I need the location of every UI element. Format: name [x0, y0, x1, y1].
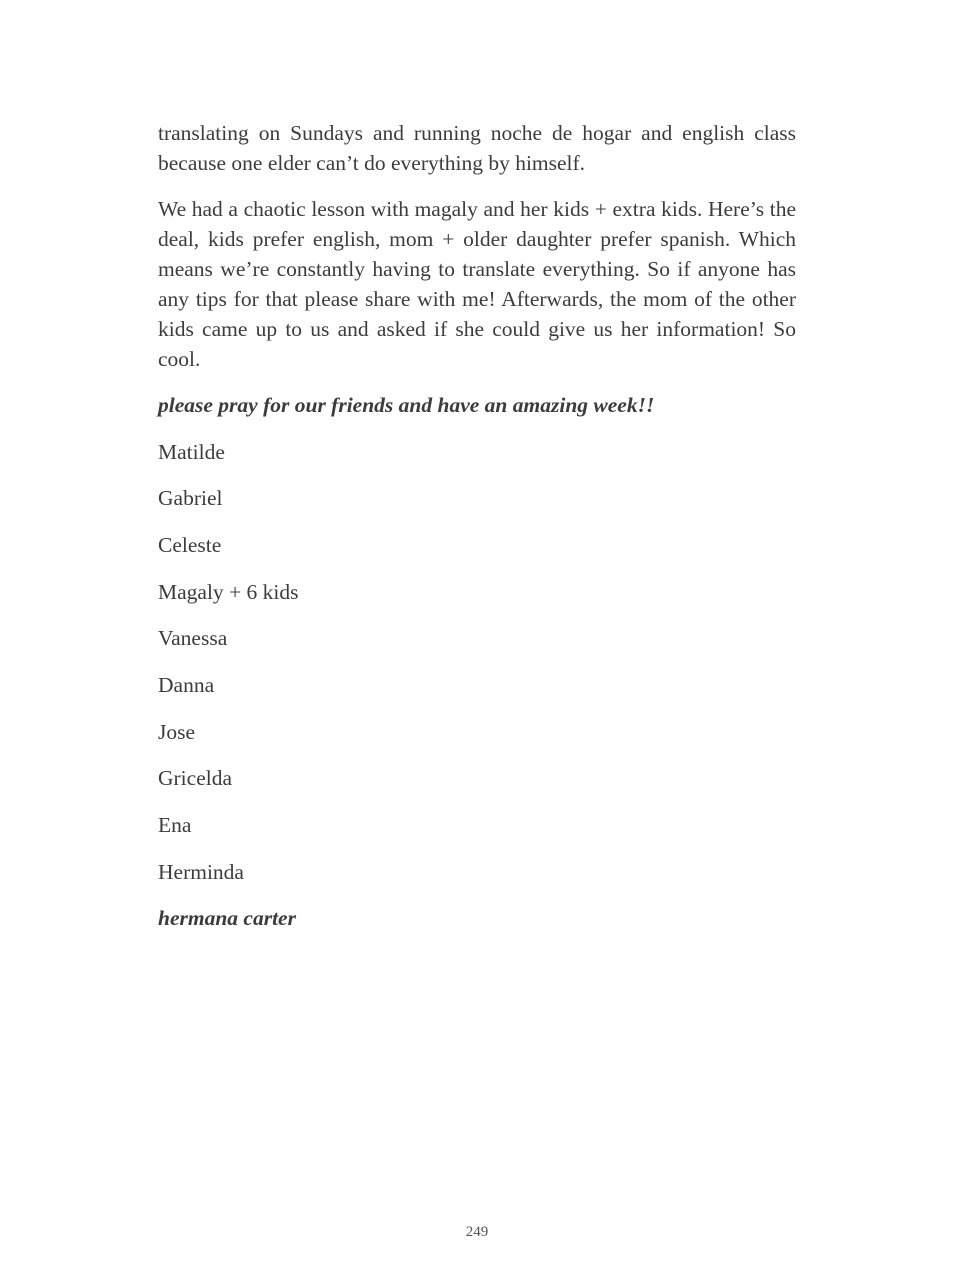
body-paragraph: We had a chaotic lesson with magaly and her kids + extra kids. Here’s the deal, kids prefer english, mom + older daughter prefer spanish. Which means we’re constantly having to translate everything. So if anyone has any tips for that please share with me! Afterwards, the mom of the other kids came up to us and asked if she could give us her information! So cool. — [158, 197, 796, 371]
list-item: Magaly + 6 kids — [158, 579, 299, 604]
list-item: Gricelda — [158, 766, 233, 791]
signature: hermana carter — [158, 906, 296, 931]
list-item: Gabriel — [158, 486, 223, 511]
page-number: 249 — [465, 1224, 489, 1240]
list-item: Vanessa — [158, 626, 228, 651]
list-item: Celeste — [158, 532, 222, 557]
list-item: Danna — [158, 672, 215, 697]
body-paragraph: translating on Sundays and running noche de hogar and english class because one elder can’t do everything by himself. — [158, 121, 796, 175]
page-content — [158, 118, 796, 950]
prayer-request: please pray for our friends and have an amazing week!! — [158, 393, 655, 417]
friends-list — [158, 437, 796, 887]
list-item: Ena — [158, 813, 192, 837]
list-item: Herminda — [158, 859, 244, 884]
list-item: Matilde — [158, 439, 225, 464]
list-item: Jose — [158, 719, 196, 744]
